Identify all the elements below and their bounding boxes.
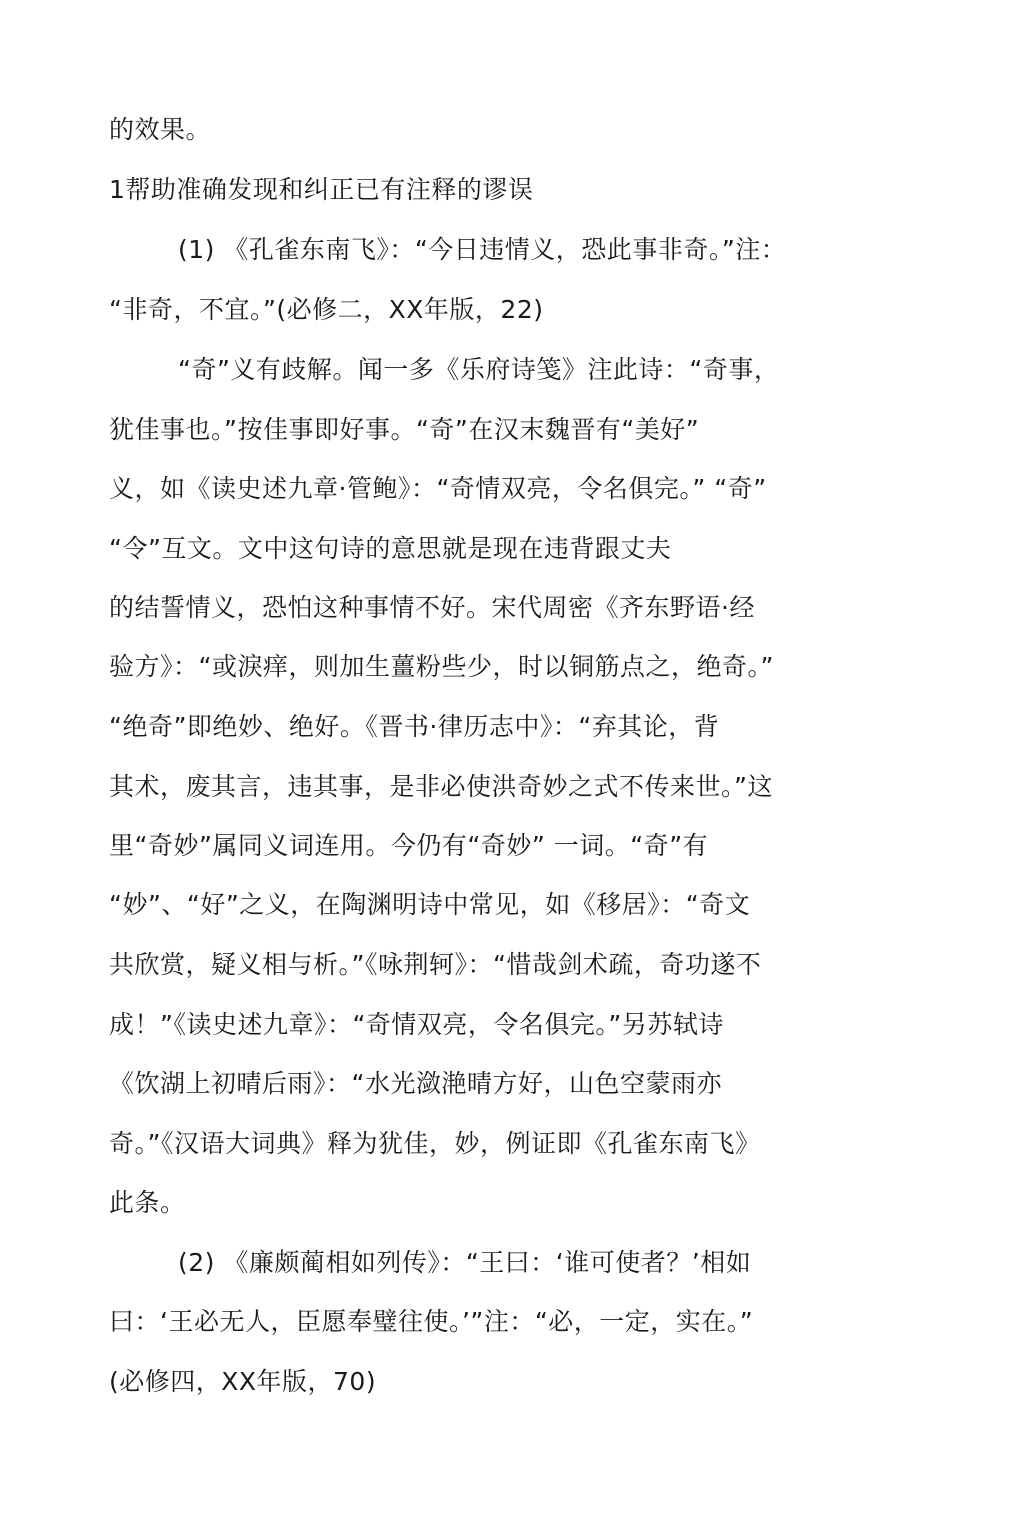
text-line: (2) 《廉颇蔺相如列传》：“王曰：‘谁可使者？’相如 bbox=[178, 1248, 752, 1277]
text-line: 此条。 bbox=[109, 1188, 186, 1217]
text-line: “非奇，不宜。”(必修二，XX年版，22) bbox=[109, 295, 544, 324]
text-line: 曰：‘王必无人，臣愿奉璧往使。’”注：“必，一定，实在。” bbox=[109, 1307, 754, 1336]
section-heading: 1帮助准确发现和纠正已有注释的谬误 bbox=[109, 175, 534, 204]
text-line: (1) 《孔雀东南飞》：“今日违情义，恐此事非奇。”注： bbox=[178, 235, 787, 264]
text-line: “妙”、“好”之义，在陶渊明诗中常见，如《移居》：“奇文 bbox=[109, 890, 751, 919]
text-line: 《饮湖上初晴后雨》：“水光潋滟晴方好，山色空蒙雨亦 bbox=[109, 1069, 722, 1098]
text-line: (必修四，XX年版，70) bbox=[109, 1367, 377, 1396]
text-line: 的结誓情义，恐怕这种事情不好。宋代周密《齐东野语·经 bbox=[109, 593, 755, 622]
text-line: 义，如《读史述九章·管鲍》：“奇情双亮，令名俱完。” “奇” bbox=[109, 474, 767, 503]
text-line: 的效果。 bbox=[109, 115, 212, 144]
text-line: 奇。”《汉语大词典》释为犹佳，妙，例证即《孔雀东南飞》 bbox=[109, 1129, 761, 1158]
text-line: 共欣赏，疑义相与析。”《咏荆轲》：“惜哉剑术疏，奇功遂不 bbox=[109, 950, 762, 979]
text-line: 验方》：“或淚痒，则加生薑粉些少，时以铜筋点之，绝奇。” bbox=[109, 652, 774, 681]
text-line: “奇”义有歧解。闻一多《乐府诗笺》注此诗：“奇事， bbox=[178, 355, 780, 384]
text-line: 成！”《读史述九章》：“奇情双亮，令名俱完。”另苏轼诗 bbox=[109, 1010, 724, 1039]
text-line: 犹佳事也。”按佳事即好事。“奇”在汉末魏晋有“美好” bbox=[109, 415, 700, 444]
text-line: “绝奇”即绝妙、绝好。《晋书·律历志中》：“弃其论，背 bbox=[109, 712, 720, 741]
text-line: 其术，废其言，违其事，是非必使洪奇妙之式不传来世。”这 bbox=[109, 772, 773, 801]
text-line: 里“奇妙”属同义词连用。今仍有“奇妙” 一词。“奇”有 bbox=[109, 831, 709, 860]
text-line: “令”互文。文中这句诗的意思就是现在违背跟丈夫 bbox=[109, 534, 672, 563]
